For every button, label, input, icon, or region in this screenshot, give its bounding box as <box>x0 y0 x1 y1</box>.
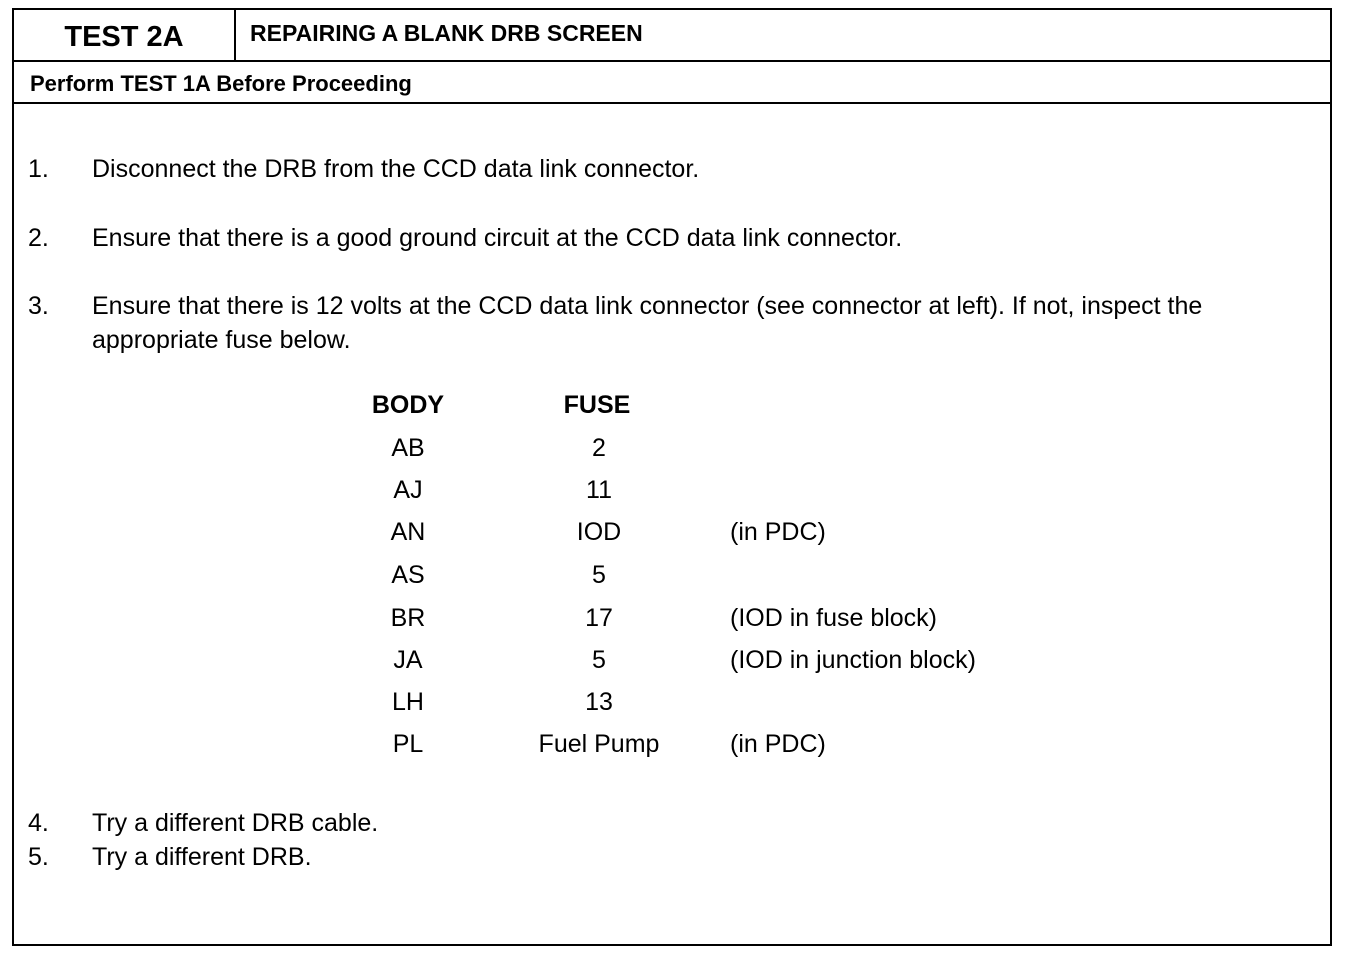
step-number: 5. <box>28 843 49 871</box>
prerequisite-text: Perform TEST 1A Before Proceeding <box>30 71 412 96</box>
fuse-row-fuse: 13 <box>585 688 613 716</box>
fuse-row-note: (IOD in fuse block) <box>730 604 938 632</box>
fuse-row-fuse: 5 <box>592 561 606 589</box>
column-header-fuse: FUSE <box>563 391 631 419</box>
step-number: 1. <box>28 155 49 183</box>
column-header-body: BODY <box>371 391 445 419</box>
step-text: Try a different DRB cable. <box>92 809 379 837</box>
fuse-row-fuse: 5 <box>592 646 606 674</box>
header-row <box>14 10 1330 62</box>
test-title: REPAIRING A BLANK DRB SCREEN <box>250 20 643 46</box>
fuse-row-body: BR <box>390 604 426 632</box>
fuse-row-fuse: 11 <box>586 476 612 504</box>
fuse-row-body: AN <box>390 518 426 546</box>
fuse-row-note: (IOD in junction block) <box>730 646 976 674</box>
step-number: 4. <box>28 809 49 837</box>
fuse-row-body: PL <box>392 730 424 758</box>
procedure-frame <box>12 8 1332 946</box>
step-text: Ensure that there is 12 volts at the CCD data link connector (see connector at left). If not, inspect the appropriate fuse below. <box>92 292 1203 354</box>
fuse-row-body: AS <box>391 561 425 589</box>
step-number: 3. <box>28 292 49 320</box>
fuse-row-fuse: IOD <box>576 518 622 546</box>
fuse-row-fuse: Fuel Pump <box>538 730 660 758</box>
fuse-row-fuse: 2 <box>592 434 606 462</box>
fuse-row-body: AJ <box>393 476 423 504</box>
fuse-row-note: (in PDC) <box>730 730 826 758</box>
fuse-row-fuse: 17 <box>585 604 613 632</box>
test-id: TEST 2A <box>14 10 236 60</box>
fuse-row-note: (in PDC) <box>730 518 826 546</box>
prerequisite-row <box>14 62 1330 104</box>
fuse-row-body: AB <box>391 434 425 462</box>
step-text: Ensure that there is a good ground circuit at the CCD data link connector. <box>92 224 903 252</box>
fuse-row-body: LH <box>392 688 424 716</box>
step-text: Try a different DRB. <box>92 843 312 871</box>
fuse-row-body: JA <box>393 646 423 674</box>
step-number: 2. <box>28 224 49 252</box>
step-text: Disconnect the DRB from the CCD data link connector. <box>92 155 700 183</box>
